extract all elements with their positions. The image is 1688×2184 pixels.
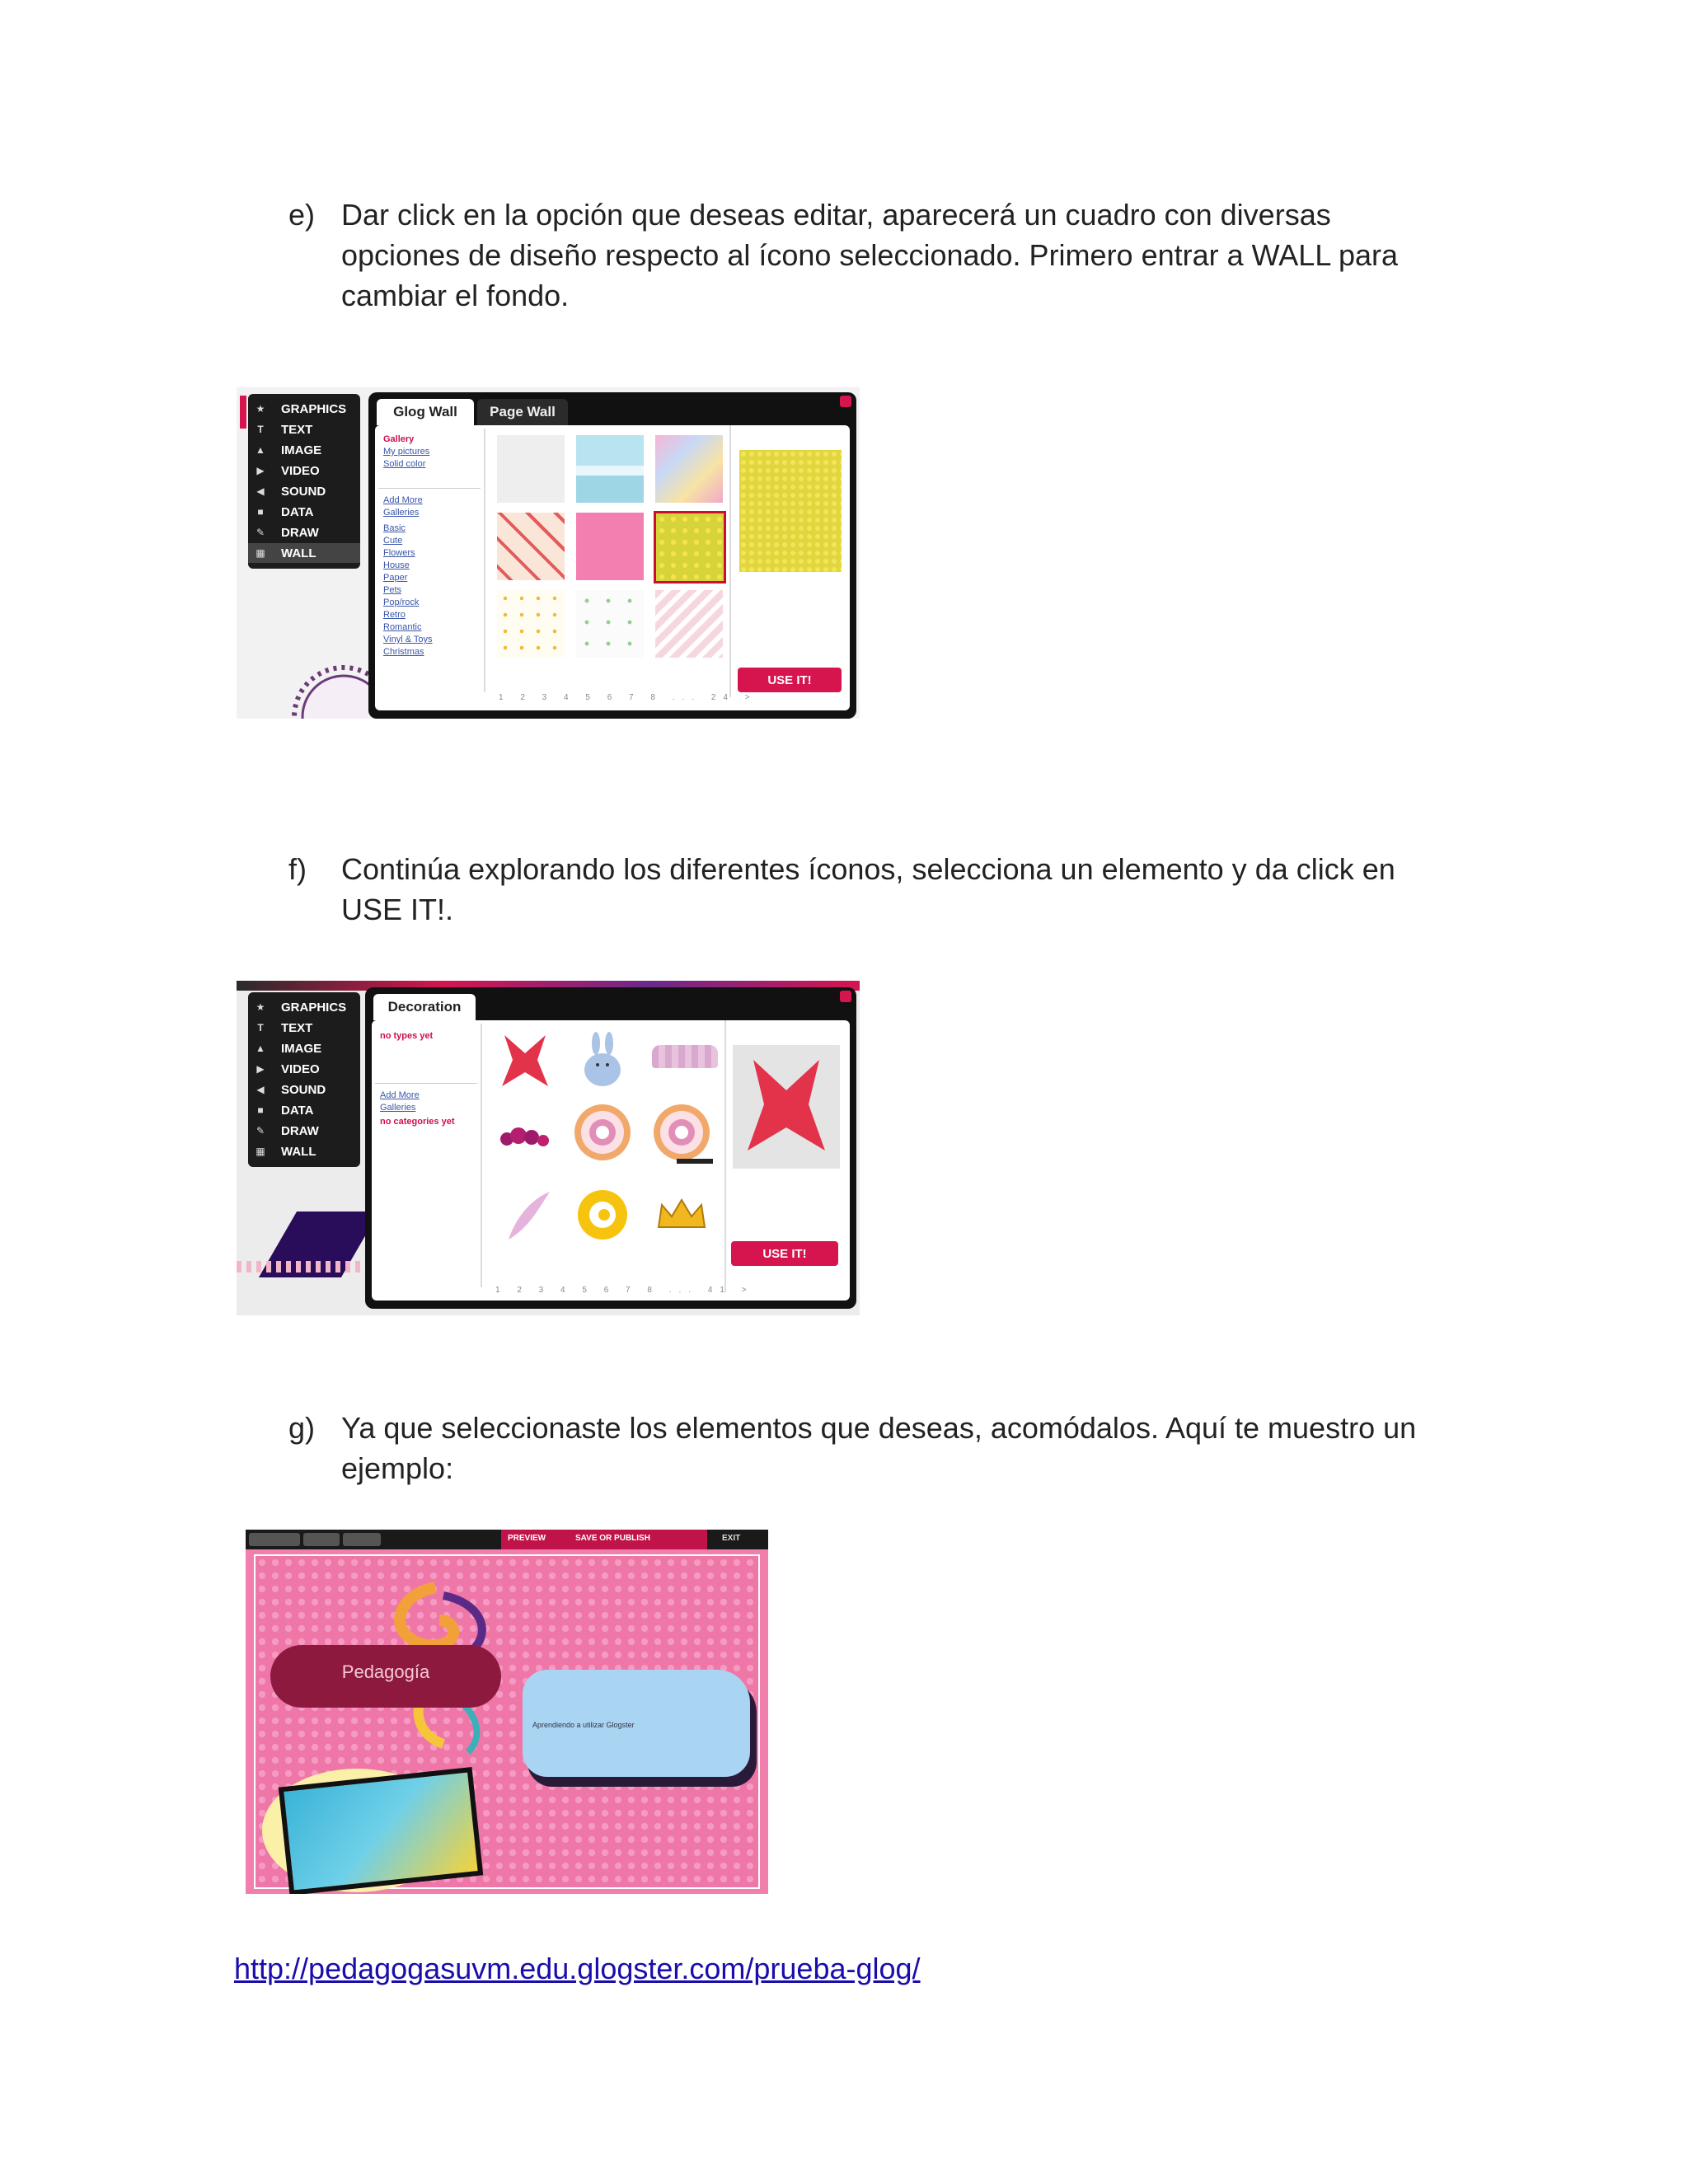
x-shape-sticker[interactable]	[492, 1027, 558, 1093]
wall-thumb[interactable]	[497, 435, 565, 503]
menu-item-graphics[interactable]	[248, 997, 360, 1017]
cloud-text[interactable]: Aprendiendo a utilizar Glogster	[532, 1721, 635, 1729]
wall-thumb-selected[interactable]	[654, 511, 726, 583]
glog-example-screenshot	[246, 1530, 768, 1894]
wall-thumb[interactable]	[497, 590, 565, 658]
image-icon: ▲	[256, 1043, 265, 1054]
bunny-sticker[interactable]	[570, 1027, 635, 1093]
category-link[interactable]: Pop/rock	[383, 598, 420, 607]
decorative-ring-icon	[270, 635, 368, 719]
glog-toolbar	[246, 1530, 768, 1549]
menu-item-label: DATA	[281, 504, 314, 519]
hearts-sticker[interactable]	[492, 1103, 558, 1169]
use-it-button[interactable]: USE IT!	[738, 668, 842, 692]
menu-item-label: IMAGE	[281, 1041, 322, 1056]
menu-item-label: VIDEO	[281, 1062, 320, 1076]
data-icon: ■	[257, 1104, 264, 1116]
wall-thumb[interactable]	[576, 435, 644, 503]
exit-button[interactable]: EXIT	[722, 1534, 741, 1543]
photo-image[interactable]	[279, 1767, 484, 1894]
wall-thumb[interactable]	[655, 590, 723, 658]
tool-menu	[248, 394, 360, 569]
star-icon: ★	[256, 1001, 265, 1013]
gallery-link[interactable]: Gallery	[383, 434, 415, 444]
category-link[interactable]: Retro	[383, 610, 406, 620]
wall-preview	[739, 450, 842, 572]
category-link[interactable]: Christmas	[383, 647, 424, 657]
pagination[interactable]: 1 2 3 4 5 6 7 8 ... 41 >	[495, 1286, 754, 1295]
save-publish-button[interactable]: SAVE OR PUBLISH	[575, 1534, 650, 1543]
menu-item-image[interactable]	[248, 440, 360, 460]
tool-menu	[248, 992, 360, 1167]
data-icon: ■	[257, 506, 264, 518]
menu-item-text[interactable]	[248, 419, 360, 439]
menu-item-data[interactable]	[248, 502, 360, 522]
close-icon[interactable]	[840, 991, 851, 1002]
menu-item-data[interactable]	[248, 1100, 360, 1120]
menu-item-label: IMAGE	[281, 443, 322, 457]
menu-item-text[interactable]	[248, 1018, 360, 1038]
target-sticker[interactable]	[570, 1099, 635, 1165]
category-link[interactable]: Cute	[383, 536, 403, 546]
text-icon: T	[257, 424, 264, 435]
menu-item-label: DRAW	[281, 1123, 319, 1138]
close-icon[interactable]	[840, 396, 851, 407]
menu-item-video[interactable]	[248, 461, 360, 480]
no-categories-label: no categories yet	[380, 1117, 455, 1127]
target-sticker[interactable]	[649, 1099, 715, 1165]
step-label: f)	[288, 852, 307, 886]
dialog-body	[372, 1020, 850, 1301]
category-link[interactable]: Basic	[383, 523, 406, 533]
wall-icon: ▦	[256, 1146, 265, 1157]
menu-item-label: DATA	[281, 1103, 314, 1118]
wall-thumb[interactable]	[655, 435, 723, 503]
category-sidebar	[378, 429, 485, 692]
draw-icon: ✎	[256, 1125, 265, 1137]
wall-dialog	[368, 392, 856, 719]
decoration-preview	[733, 1045, 840, 1169]
menu-item-graphics[interactable]	[248, 399, 360, 419]
step-e-paragraph	[288, 194, 1442, 316]
wall-icon: ▦	[256, 547, 265, 559]
add-more-galleries-link[interactable]: Add More Galleries	[380, 1090, 420, 1113]
category-sidebar	[375, 1024, 482, 1287]
tab-glog-wall[interactable]: Glog Wall	[377, 399, 474, 425]
menu-item-label: WALL	[281, 1144, 316, 1159]
menu-item-wall[interactable]	[248, 1141, 360, 1161]
category-link[interactable]: House	[383, 560, 410, 570]
category-link[interactable]: Romantic	[383, 622, 422, 632]
use-it-button[interactable]: USE IT!	[731, 1241, 838, 1266]
menu-item-label: VIDEO	[281, 463, 320, 478]
step-text: Dar click en la opción que deseas editar, aparecerá un cuadro con diversas opciones de diseño respecto al ícono seleccionado. Primero entrar a WALL para cambiar el fondo.	[341, 198, 1399, 312]
image-icon: ▲	[256, 444, 265, 456]
menu-item-label: WALL	[281, 546, 316, 560]
video-icon: ▶	[256, 465, 265, 476]
video-icon: ▶	[256, 1063, 265, 1075]
menu-item-label: TEXT	[281, 422, 313, 437]
crown-sticker[interactable]	[649, 1182, 715, 1248]
gallery-link[interactable]: My pictures	[383, 447, 430, 457]
menu-item-label: DRAW	[281, 525, 319, 540]
step-label: g)	[288, 1411, 316, 1445]
menu-item-draw[interactable]	[248, 1121, 360, 1141]
sound-icon: ◀	[256, 485, 265, 497]
category-link[interactable]: Vinyl & Toys	[383, 635, 433, 644]
feather-sticker[interactable]	[492, 1182, 558, 1248]
menu-item-label: TEXT	[281, 1020, 313, 1035]
glog-title[interactable]: Pedagogía	[341, 1661, 430, 1682]
menu-item-label: SOUND	[281, 484, 326, 499]
decoration-dialog-screenshot	[237, 981, 860, 1315]
tab-decoration[interactable]: Decoration	[373, 994, 476, 1020]
draw-icon: ✎	[256, 527, 265, 538]
step-f-paragraph	[288, 849, 1442, 930]
menu-item-wall[interactable]	[248, 543, 360, 563]
gallery-link[interactable]: Solid color	[383, 459, 426, 469]
star-icon: ★	[256, 403, 265, 415]
yellow-ring-sticker[interactable]	[570, 1182, 635, 1248]
tab-page-wall[interactable]: Page Wall	[477, 399, 568, 425]
ribbon-sticker[interactable]	[652, 1045, 718, 1068]
wall-thumb[interactable]	[497, 513, 565, 580]
menu-item-image[interactable]	[248, 1038, 360, 1058]
no-types-label: no types yet	[380, 1031, 434, 1041]
sound-icon: ◀	[256, 1084, 265, 1095]
category-link[interactable]: Paper	[383, 573, 408, 583]
wall-thumb[interactable]	[576, 513, 644, 580]
menu-item-sound[interactable]	[248, 481, 360, 501]
menu-item-video[interactable]	[248, 1059, 360, 1079]
preview-button[interactable]: PREVIEW	[508, 1534, 546, 1543]
menu-item-label: GRAPHICS	[281, 401, 347, 416]
glog-url-link[interactable]: http://pedagogasuvm.edu.glogster.com/prueba-glog/	[234, 1952, 921, 1985]
add-more-galleries-link[interactable]: Add More Galleries	[383, 495, 423, 518]
menu-item-draw[interactable]	[248, 523, 360, 542]
pagination[interactable]: 1 2 3 4 5 6 7 8 ... 24 >	[499, 693, 757, 702]
category-link[interactable]: Pets	[383, 585, 402, 595]
step-text: Continúa explorando los diferentes íconos, selecciona un elemento y da click en USE IT!.	[341, 852, 1395, 926]
dialog-body	[375, 425, 850, 710]
wall-dialog-screenshot	[237, 387, 860, 719]
category-link[interactable]: Flowers	[383, 548, 415, 558]
step-text: Ya que seleccionaste los elementos que deseas, acomódalos. Aquí te muestro un ejemplo:	[341, 1411, 1417, 1485]
side-marker	[240, 396, 246, 429]
menu-item-label: GRAPHICS	[281, 1000, 347, 1015]
wall-thumb[interactable]	[576, 590, 644, 658]
step-g-paragraph	[288, 1408, 1442, 1488]
menu-item-sound[interactable]	[248, 1080, 360, 1099]
menu-item-label: SOUND	[281, 1082, 326, 1097]
step-label: e)	[288, 198, 316, 232]
decoration-dialog	[365, 987, 856, 1309]
text-icon: T	[257, 1022, 264, 1033]
